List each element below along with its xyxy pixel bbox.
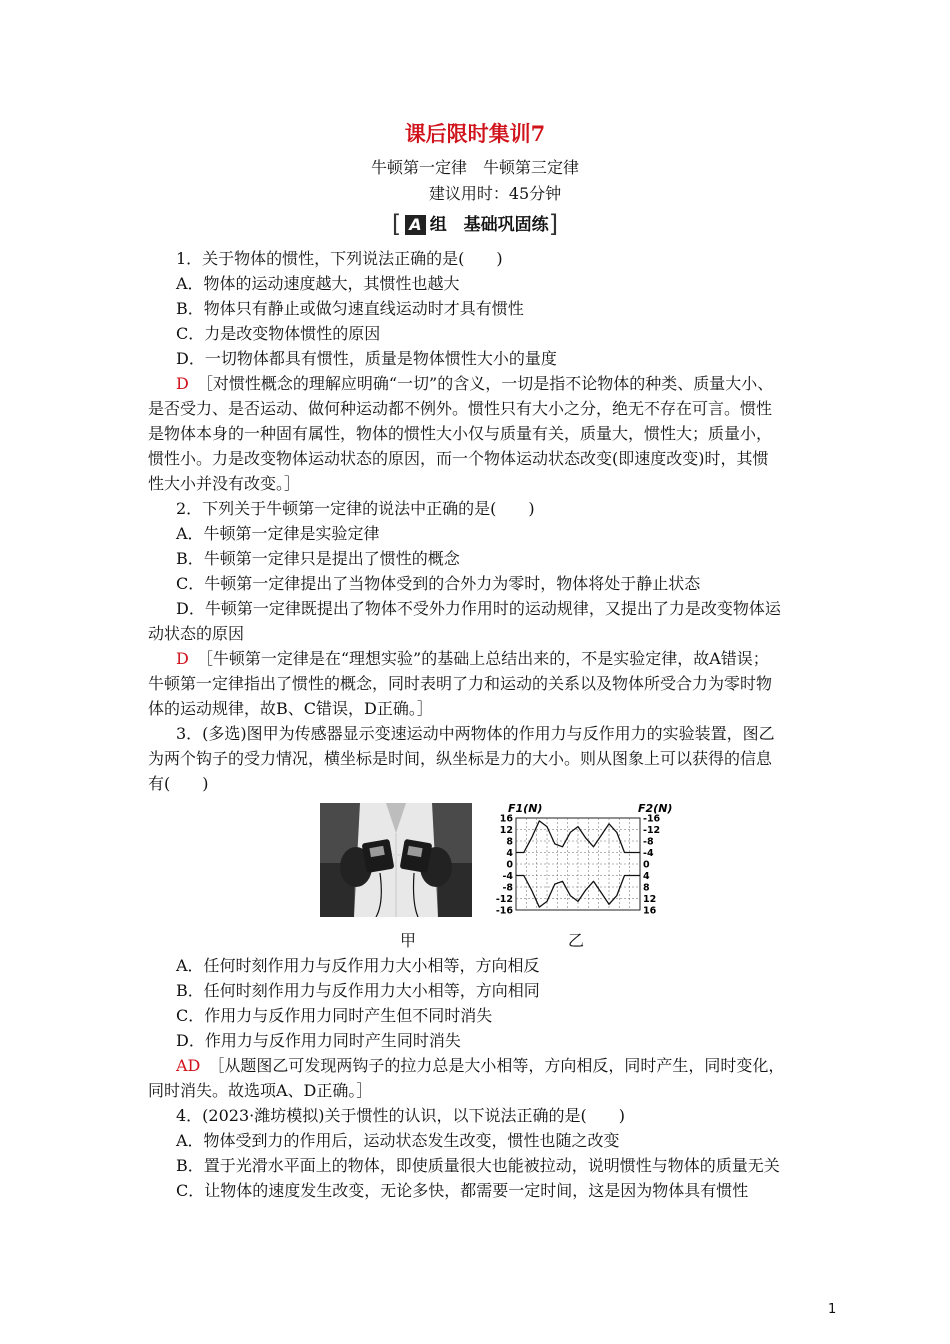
q1-option-d: D．一切物体都具有惯性，质量是物体惯性大小的量度: [176, 349, 557, 368]
q3-explanation-line: [176, 1053, 784, 1078]
right-tick-label: 12: [643, 894, 657, 905]
q3-answer: AD: [176, 1056, 201, 1075]
q4-option-b: B．置于光滑水平面上的物体，即使质量很大也能被拉动，说明惯性与物体的质量无关: [176, 1156, 780, 1175]
q3-exp-1: ［从题图乙可发现两钩子的拉力总是大小相等，方向相反，同时产生，同时变化，: [216, 1056, 785, 1075]
q4-option-c: C．让物体的速度发生改变，无论多快，都需要一定时间，这是因为物体具有惯性: [176, 1181, 749, 1200]
force-time-chart: [488, 800, 674, 920]
q2-option-c: C．牛顿第一定律提出了当物体受到的合外力为零时，物体将处于静止状态: [176, 574, 701, 593]
experiment-photo-drawing: [320, 803, 472, 917]
q1-exp-4: 惯性小。力是改变物体运动状态的原因，而一个物体运动状态改变(即速度改变)时，其惯: [148, 449, 769, 468]
right-tick-label: -12: [643, 825, 661, 836]
right-tick-label: 0: [643, 859, 650, 871]
q2-option-d-cont: 动状态的原因: [148, 624, 245, 643]
page-title: 课后限时集训7: [404, 121, 546, 146]
right-tick-label: -4: [643, 848, 654, 859]
left-tick-label: -16: [495, 905, 513, 917]
suggested-time: 建议用时：45分钟: [428, 184, 562, 203]
q1-option-c: C．力是改变物体惯性的原因: [176, 324, 381, 343]
left-tick-label: -8: [502, 882, 513, 894]
group-label: 组 基础巩固练: [429, 215, 549, 235]
q2-exp-3: 体的运动规律，故B、C错误，D正确。］: [148, 699, 433, 718]
page-number: 1: [828, 1302, 837, 1317]
q1-stem: 1．关于物体的惯性，下列说法正确的是( ): [176, 249, 503, 268]
right-tick-label: -16: [643, 813, 661, 825]
group-letter: A: [405, 215, 425, 235]
q2-stem: 2．下列关于牛顿第一定律的说法中正确的是( ): [176, 499, 535, 518]
q3-stem-3: 有( ): [148, 774, 209, 793]
q2-option-a: A．牛顿第一定律是实验定律: [176, 524, 380, 543]
q2-option-d: D．牛顿第一定律既提出了物体不受外力作用时的运动规律，又提出了力是改变物体运: [176, 599, 781, 618]
q1-answer: D: [176, 374, 189, 393]
left-tick-label: 12: [499, 825, 513, 836]
right-tick-label: 4: [643, 871, 650, 882]
q2-answer: D: [176, 649, 189, 668]
q4-option-a: A．物体受到力的作用后，运动状态发生改变，惯性也随之改变: [176, 1131, 620, 1150]
experiment-photo: [320, 803, 472, 917]
figure-caption-b: 乙: [568, 931, 585, 950]
q3-option-c: C．作用力与反作用力同时产生但不同时消失: [176, 1006, 493, 1025]
right-tick-label: 8: [643, 882, 650, 894]
q1-option-b: B．物体只有静止或做匀速直线运动时才具有惯性: [176, 299, 524, 318]
q1-exp-3: 是物体本身的一种固有属性，物体的惯性大小仅与质量有关，质量大，惯性大；质量小，: [148, 424, 773, 443]
q3-stem-1: 3．(多选)图甲为传感器显示变速运动中两物体的作用力与反作用力的实验装置，图乙: [176, 724, 775, 743]
q3-stem-2: 为两个钩子的受力情况，横坐标是时间，纵坐标是力的大小。则从图象上可以获得的信息: [148, 749, 773, 768]
q4-stem: 4．(2023·潍坊模拟)关于惯性的认识，以下说法正确的是( ): [176, 1106, 625, 1125]
left-tick-label: 0: [506, 859, 513, 871]
right-tick-label: -8: [643, 836, 654, 848]
left-tick-label: 4: [506, 848, 513, 859]
q3-exp-2: 同时消失。故选项A、D正确。］: [148, 1081, 373, 1100]
q3-option-a: A．任何时刻作用力与反作用力大小相等，方向相反: [176, 956, 540, 975]
q1-exp-5: 性大小并没有改变。］: [148, 474, 301, 493]
q2-option-b: B．牛顿第一定律只是提出了惯性的概念: [176, 549, 460, 568]
left-tick-label: -4: [502, 871, 513, 882]
q1-exp-2: 是否受力、是否运动、做何种运动都不例外。惯性只有大小之分，绝无不存在可言。惯性: [148, 399, 773, 418]
left-tick-label: 16: [499, 813, 513, 825]
page-subtitle: 牛顿第一定律 牛顿第三定律: [370, 158, 579, 177]
q1-option-a: A．物体的运动速度越大，其惯性也越大: [176, 274, 460, 293]
q1-explanation-line: [176, 371, 773, 396]
group-banner: [ A 组 基础巩固练]: [391, 210, 559, 238]
right-tick-label: 16: [643, 905, 657, 917]
left-axis-label: F1(N): [508, 802, 543, 815]
q3-option-d: D．作用力与反作用力同时产生同时消失: [176, 1031, 461, 1050]
q2-explanation-line: [176, 646, 769, 671]
left-tick-label: 8: [506, 836, 513, 848]
q2-exp-1: ［牛顿第一定律是在“理想实验”的基础上总结出来的，不是实验定律，故A错误；: [204, 649, 769, 668]
figure-caption-a: 甲: [400, 931, 417, 950]
q2-exp-2: 牛顿第一定律指出了惯性的概念，同时表明了力和运动的关系以及物体所受合力为零时物: [148, 674, 773, 693]
left-tick-label: -12: [495, 894, 513, 905]
right-axis-label: F2(N): [638, 802, 673, 815]
q3-option-b: B．任何时刻作用力与反作用力大小相等，方向相同: [176, 981, 540, 1000]
q1-exp-1: ［对惯性概念的理解应明确“一切”的含义，一切是指不论物体的种类、质量大小、: [204, 374, 774, 393]
